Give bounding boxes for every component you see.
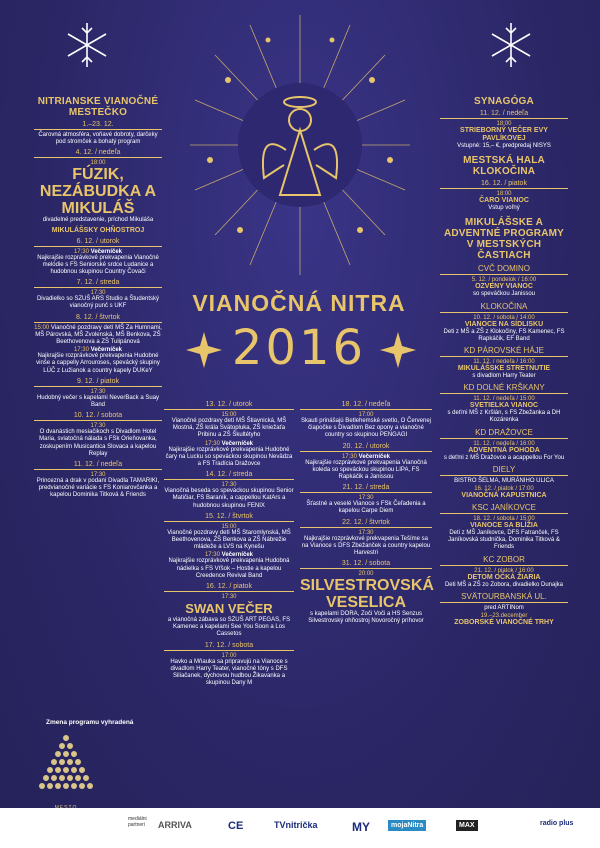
date-header: 15. 12. / štvrtok [164, 513, 294, 522]
date-header: 8. 12. / štvrtok [34, 314, 162, 323]
time-label: 21. 12. / piatok / 16:00 [474, 567, 534, 574]
event-head: ADVENTNÁ POHODA [468, 446, 540, 454]
tower-icon [22, 730, 110, 800]
event-desc: Vianočné pozdravy detí MŠ Za Humnami, MŠ Párovská, MŠ Zvolenská, MŠ Benkova, ZŠ Beethovenova a ZŠ Tulipánová [35, 324, 162, 346]
event-text: Najkrajšie rozprávkové prekvapenia Tešíme sa na Vianoce s DFS Zbežanček a country kapelou Harvestri [301, 535, 431, 557]
event-head: STRIEBORNÝ VEČER EVY PAVLÍKOVEJ [460, 127, 548, 142]
date-header: 13. 12. / utorok [164, 401, 294, 410]
date-header: 14. 12. / streda [164, 471, 294, 480]
right-column [440, 96, 568, 627]
time-value: 17:30 [73, 347, 89, 354]
partners-label: mediálni partneri [128, 816, 147, 828]
time-label: 11. 12. / nedeľa / 16:00 [473, 359, 535, 366]
event-text: Divadielko so SZUŠ ARS Studio a Študentský vianočný punč s UKF [36, 296, 160, 310]
middle-column-1 [164, 398, 294, 687]
silvester-title: SILVESTROVSKÁ VESELICA [300, 577, 434, 612]
time-label: 17:30 [90, 290, 106, 297]
event-text: Najkrajšie rozprávkové prekvapenia Hudobná nádielka s FS Vŕšok – Hostie a kapelou Creedence Revival Band [168, 558, 290, 579]
snowflake-icon [486, 20, 536, 70]
synagoga-heading: SYNAGÓGA [474, 96, 534, 107]
time-label: 18:00 [496, 121, 512, 127]
sponsor-max: MAX [456, 820, 478, 831]
date-header: 20. 12. / utorok [300, 443, 432, 452]
date-header: 7. 12. / streda [34, 279, 162, 288]
range-text: Čarovná atmosféra, voňavé dobroty, darčeky pod stromček a bohatý program [38, 132, 158, 146]
event-head: DETOM OČKÁ ŽIARIA [467, 573, 541, 581]
event-text: s kapelami DORA, Zoči Voči a HS Senzus Silvestrovský ohňostroj Novoročný príhovor [308, 611, 424, 625]
time-label: 5. 12. / pondelok / 16:00 [471, 277, 537, 284]
time-label: 17:30 [358, 495, 374, 502]
event-text: Havko a Mňauka sa pripravujú na Vianoce s divadlom Harry Teater, vianočné tóny s DFS Siliačanek, dychovou hudbou Žikavanka a skupinou Dany M [170, 658, 288, 687]
event-head: VIANOČNÁ KAPUSTNICA [461, 492, 547, 500]
sponsor-mojanitra: mojaNitra [388, 820, 426, 831]
time-value: 15:00 [34, 324, 50, 331]
time-label: 19.–23.december [480, 613, 528, 620]
swan-title: SWAN VEČER [185, 601, 273, 617]
event-text: Hudobný večer s kapelami NeverBack a Suay Band [36, 394, 160, 409]
time-label: 15:00 [221, 523, 237, 530]
date-header: 9. 12. / piatok [34, 378, 162, 387]
date-header: 31. 12. / sobota [300, 560, 432, 569]
time-label: 20:00 [358, 571, 374, 578]
venue-header: KD PÁROVSKÉ HÁJE [440, 346, 568, 357]
ohnostroj-title: MIKULÁŠSKY OHŇOSTROJ [51, 226, 145, 234]
date-range: 1.–23. 12. [34, 121, 162, 130]
sponsor-arriva: ARRIVA [158, 820, 192, 830]
snowflake-icon [62, 20, 112, 70]
date-header: 21. 12. / streda [300, 484, 432, 493]
event-text: Najkrajšie rozprávkové prekvapenia Vianočná koleda so speváckou skupinou LIPA, FS Rapkáčik a Janissou [305, 459, 427, 481]
time-value: 17:30 [341, 453, 357, 460]
event-head: MIKULÁŠSKE STRETNUTIE [457, 365, 551, 373]
time-label: 16. 12. / piatok / 17:00 [474, 486, 534, 493]
event-text: a vianočná zábava so SZUŠ ART PEGAS, FS Kamenec a kapelami See You Soon a Los Cassetos [167, 617, 291, 638]
venue-sub: pred ARTINom [484, 604, 524, 611]
date-header: 18. 12. / nedeľa [300, 401, 432, 410]
date-header: 16. 12. / piatok [164, 583, 294, 592]
time-label: 10. 12. / sobota / 14:00 [473, 314, 535, 321]
date-header: 22. 12. / štvrtok [300, 519, 432, 528]
mestecko-heading: NITRIANSKE VIANOČNÉ MESTEČKO [37, 96, 159, 118]
date-header: 4. 12. / nedeľa [34, 149, 162, 158]
event-head: Večerníček [90, 347, 123, 354]
event-head: SVETIELKA VIANOC [469, 402, 539, 410]
time-label: 17:00 [358, 412, 374, 418]
event-text: s deťmi MŠ z Kršlán, s FS Zbežanka a DH Kozárenka [447, 410, 561, 424]
time-label: 17:00 [221, 652, 237, 659]
time-label: 17:30 [358, 529, 374, 536]
event-text: Vstup voľný [488, 205, 520, 212]
event-text: Deti MŠ a ZŠ zo Zobora, divadielko Dunajka [444, 581, 564, 588]
middle-column-2 [300, 398, 432, 626]
sponsor-radioplus: radio plus [540, 820, 574, 827]
venue-header: DIELY [440, 465, 568, 476]
hala-heading: MESTSKÁ HALA KLOKOČINA [463, 155, 545, 178]
event-head: Večerníček [358, 453, 391, 460]
venue-header: SVÄTOURBANSKÁ UL. [440, 592, 568, 603]
venue-header: CVČ DOMINO [440, 264, 568, 275]
event-text: Najkrajšie rozprávkové prekvapenia Vianočné melódie s FS Seniorské srdce Ludanice a hudobnou skupinou Country Čovači [37, 254, 159, 276]
date-header: 10. 12. / sobota [34, 412, 162, 421]
event-text: so speváčkou Janissou [472, 291, 536, 298]
time-label: 11. 12. / nedeľa / 15:00 [473, 396, 535, 403]
time-label: 17:30 [90, 472, 106, 479]
sponsor-my: MY [352, 820, 370, 834]
time-label: 15:00 [221, 412, 237, 418]
venue-header: KD DOLNÉ KRŠKANY [440, 383, 568, 394]
date-header: 6. 12. / utorok [34, 238, 162, 247]
time-label: 18:00 [90, 160, 106, 167]
star-icon [184, 330, 224, 370]
event-head: ZOBORSKÉ VIANOČNÉ TRHY [454, 619, 554, 627]
event-text: Vianočné pozdravy detí MŠ Štiavnická, MŠ Mostná, ZŠ krála Svätopluka, ZŠ kniežaťa Pribinu a ZŠ Škultétyho [171, 418, 287, 439]
angel-illustration [180, 10, 420, 280]
event-text: s divadlom Harry Teater [472, 373, 536, 380]
event-head: Večerníček [221, 552, 254, 559]
time-label: 17:30 [90, 423, 106, 430]
event-head: VIANOCE SA BLÍŽIA [470, 522, 538, 530]
event-text [34, 325, 162, 347]
date-header: 11. 12. / nedeľa [440, 110, 568, 119]
time-label: 17:30 [221, 482, 237, 489]
left-column [34, 96, 162, 500]
time-value: 17:30 [73, 248, 89, 255]
event-head: OZVENY VIANOC [475, 283, 533, 291]
time-label: 18. 12. / sobota / 15:00 [473, 516, 535, 523]
event-text: O dvanástich mesiačikoch s Divadlom Hotel Maria, sviatočná nálada s FSk Orieňovanka, zoskupením Musicantica Slovaca a kapelou Replay [39, 429, 157, 457]
venue-header: KLOKOČINA [440, 302, 568, 313]
event-head: VIANOCE NA SÍDLISKU [464, 320, 544, 328]
venue-header: KC ZOBOR [440, 555, 568, 566]
time-label: 17:30 [90, 388, 106, 395]
venue-sub: BISTRO ŠELMA, MURÁNIHO ULICA [454, 477, 554, 484]
event-text: Vianočná beseda so speváckou skupinou Senior Matičiar, FS Baraník, a cappellou KatArs a hudobnou skupinou FENIX [164, 488, 294, 509]
main-title: VIANOČNÁ NITRA [192, 290, 406, 316]
event-text: Vianočné pozdravy detí MŠ Staromlynská, MŠ Beethovenova, ZŠ Benkova a ZŠ Nábrežie mládeže a LVS na Kynešu [167, 529, 291, 551]
event-text: Princezná a drak v podaní Divadla TAMARIKI, predvianočné variácie s FS Koniarovčanka a kapelou Dominika Titková & Friends [36, 478, 160, 499]
fuzik-text: divadelné predstavenie, príchod Mikuláša [42, 217, 154, 224]
date-header: 17. 12. / sobota [164, 642, 294, 651]
fuzik-title: FÚZIK, NEZÁBUDKA A MIKULÁŠ [39, 166, 157, 218]
event-text: Šťastné a veselé Vianoce s FSk Čeľadenia a kapelou Carpe Diem [306, 501, 426, 515]
sponsor-tvnitricka: TVnitrička [274, 820, 318, 830]
event-head: Večerníček [90, 248, 123, 255]
change-notice: Zmena programu vyhradená [46, 719, 134, 726]
event-text: Skauti prinášajú Betlehemské svetlo, O Červenej čiapočke s Divadlom Bez opony a vianočné country so skupinou PENGAGI [300, 418, 432, 439]
date-header: 16. 12. / piatok [440, 180, 568, 189]
event-text: Najkrajšie rozprávkové prekvapenia Hudobné čary na Lucku so speváckou skupinou Nevädza a FS Tradícia Dražovce [165, 446, 293, 468]
time-label: 11. 12. / nedeľa / 16:00 [473, 440, 535, 447]
time-label: 17:30 [221, 594, 237, 601]
time-label: 18:00 [496, 191, 512, 198]
time-value: 17:30 [204, 552, 220, 559]
event-head: Večerníček [221, 440, 254, 447]
time-value: 17:30 [204, 440, 220, 447]
event-text: s deťmi z MŠ Dražovce a acappellou For You [443, 454, 565, 461]
event-text: Najkrajšie rozprávkové prekvapenia Hudobné vinše a cappelly Arrouroses, spevácký skupiny LÚČ z Lužianok a country kapely DUKeY [36, 353, 160, 374]
year-title: 2016 [231, 320, 367, 376]
event-text: Deti z MŠ Janíkovce, DFS Fatranček, FS Janíkovská studnička, Dominika Titková & Friends [448, 530, 560, 551]
date-header: 11. 12. / nedeľa [34, 461, 162, 470]
mikulas-heading: MIKULÁŠSKE A ADVENTNÉ PROGRAMY V MESTSKÝCH ČASTIACH [443, 217, 565, 262]
star-icon [378, 330, 418, 370]
sponsor-ce: CE [228, 820, 244, 832]
event-text: Deti z MŠ a ZŠ z Klokočiny, FS Kamenec, FS Rapkáčik, EF Band [443, 328, 565, 342]
venue-header: KSC JANÍKOVCE [440, 503, 568, 514]
venue-header: KD DRAŽOVCE [440, 428, 568, 439]
event-head: ČARO VIANOC [479, 197, 529, 205]
event-text: Vstupné: 15,– €, predpredaj NISYS [457, 143, 551, 149]
